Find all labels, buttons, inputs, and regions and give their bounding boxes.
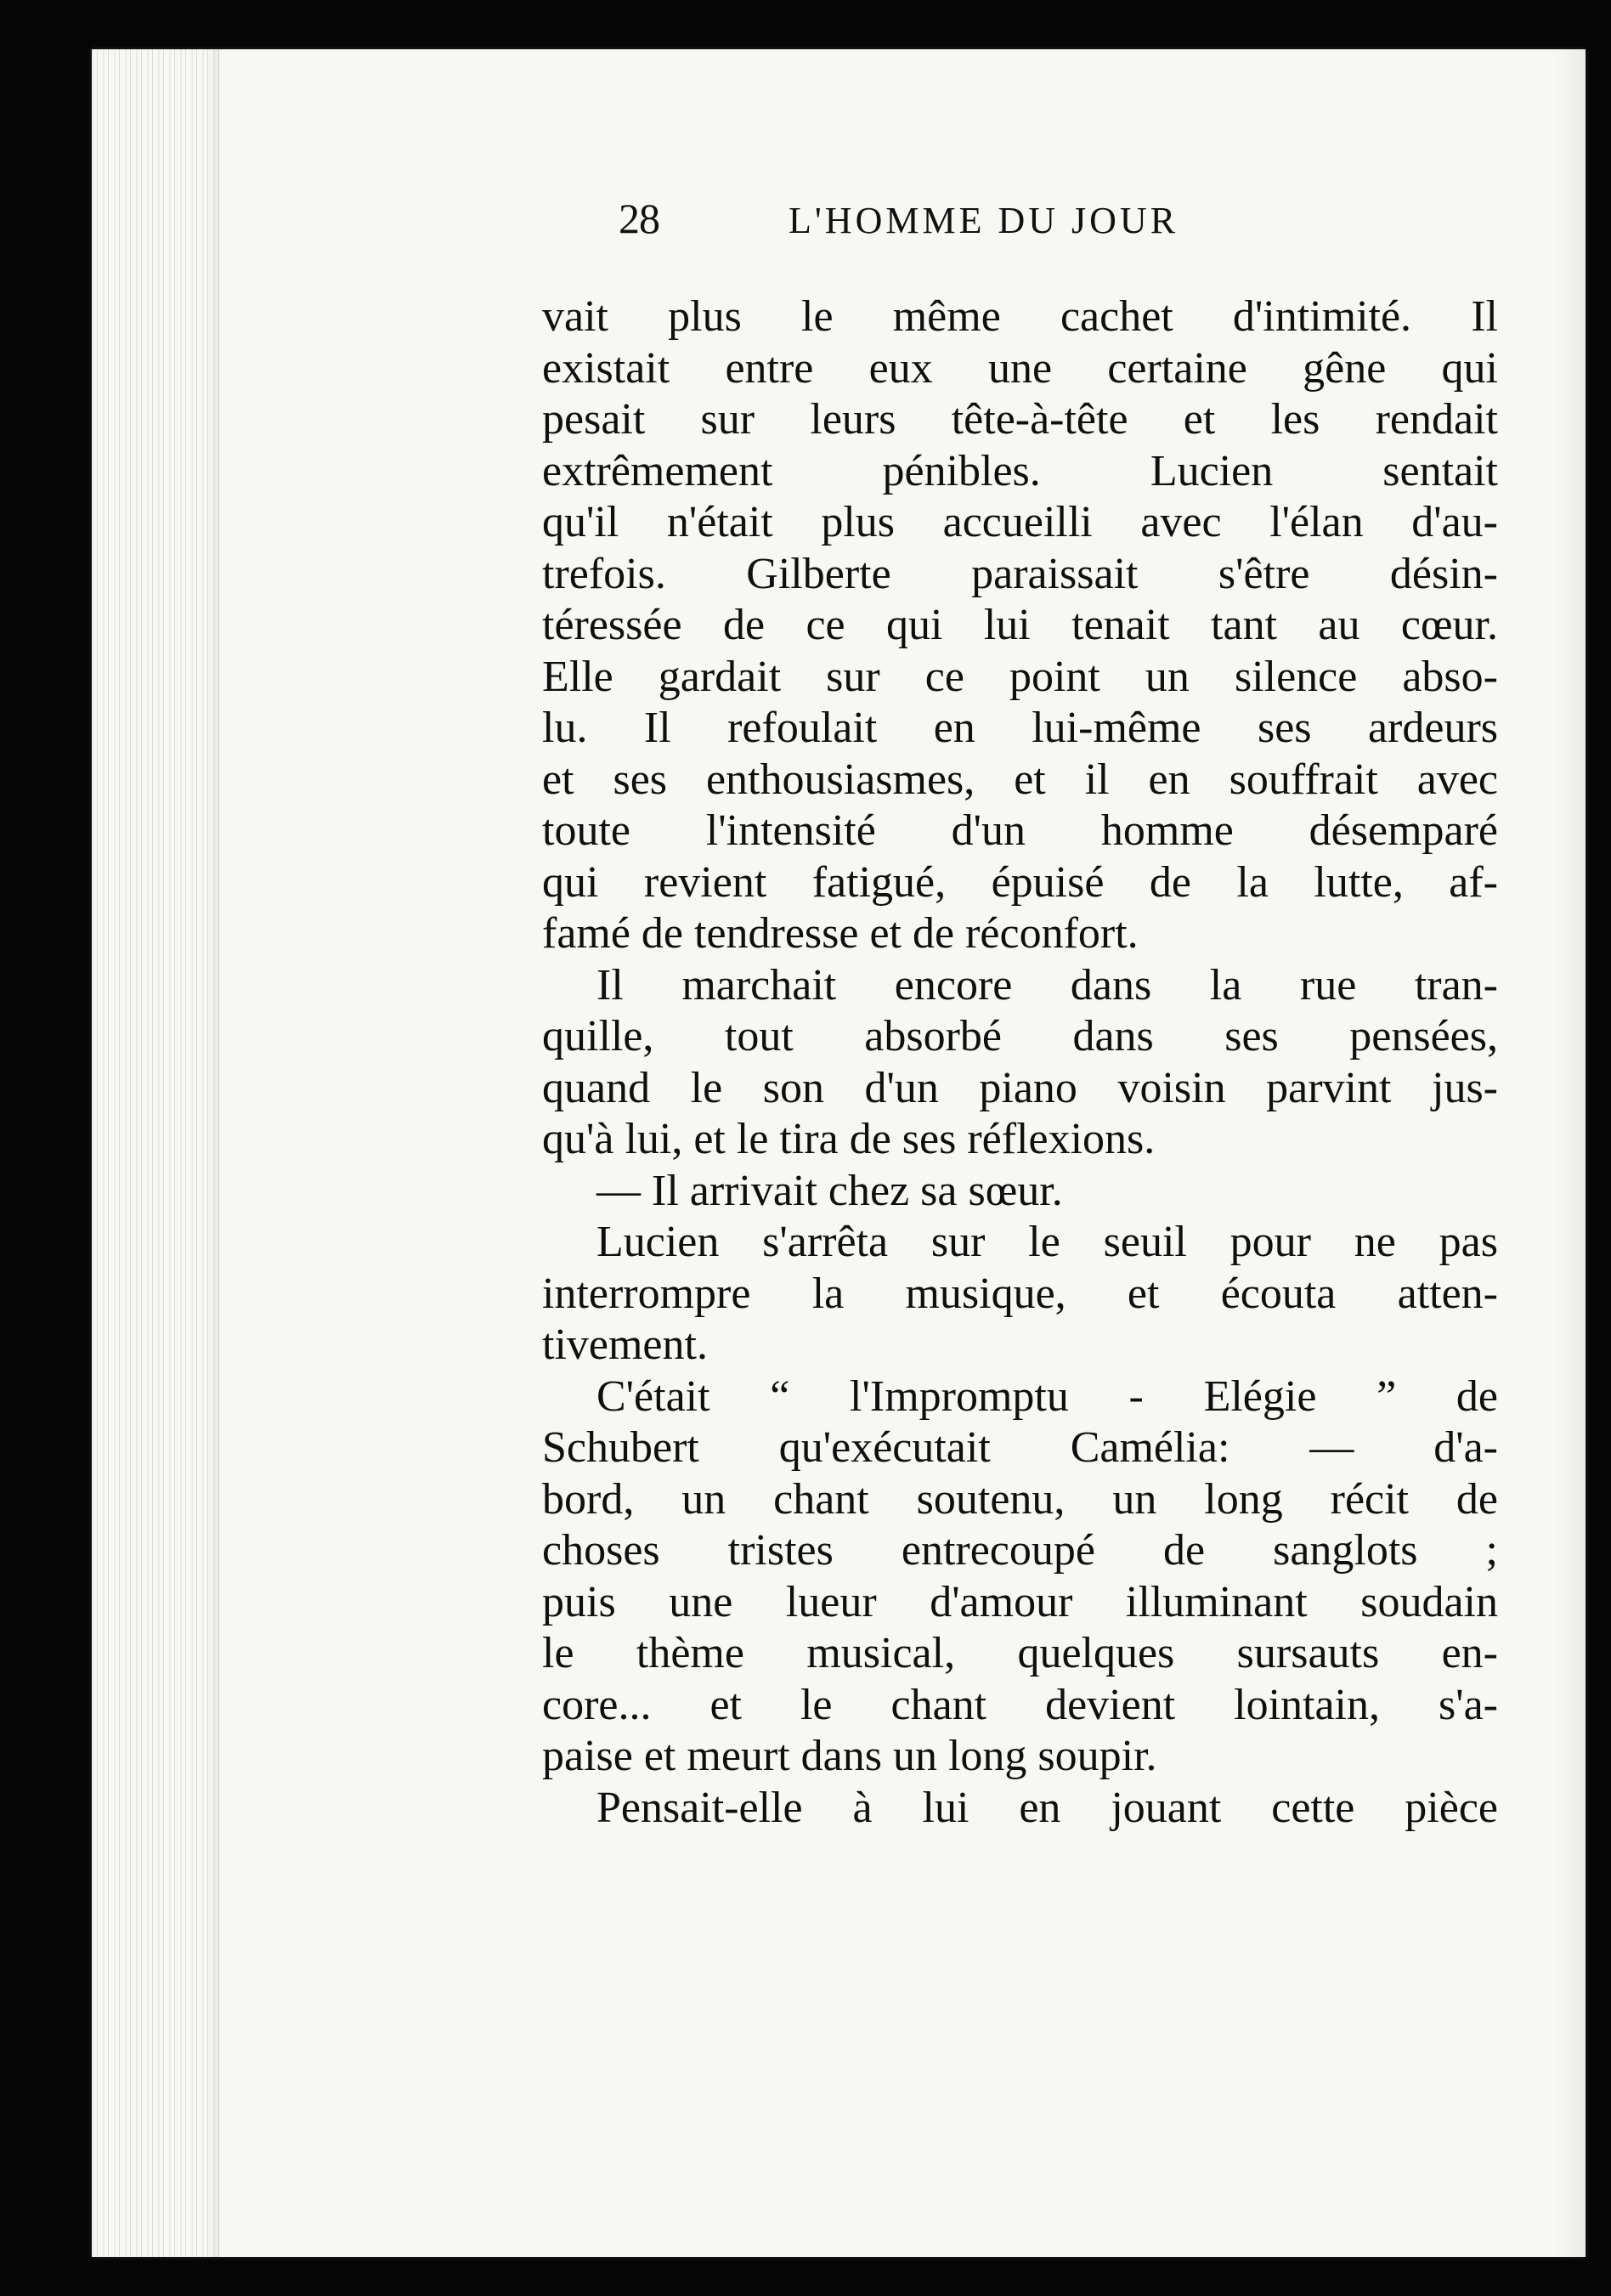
text-line: core... et le chant devient lointain, s'a- bbox=[542, 1680, 1498, 1729]
text-line: pesait sur leurs tête-à-tête et les rendait bbox=[542, 395, 1498, 444]
text-line: existait entre eux une certaine gêne qui bbox=[542, 343, 1498, 393]
text-line: — Il arrivait chez sa sœur. bbox=[596, 1166, 1063, 1215]
page-gutter bbox=[92, 49, 219, 2257]
text-line: C'était “ l'Impromptu - Elégie ” de bbox=[596, 1371, 1498, 1421]
running-header bbox=[534, 194, 1383, 262]
text-line: Il marchait encore dans la rue tran- bbox=[596, 960, 1498, 1009]
page-number: 28 bbox=[619, 195, 659, 242]
text-line: vait plus le même cachet d'intimité. Il bbox=[542, 292, 1498, 341]
text-line: interrompre la musique, et écouta atten- bbox=[542, 1269, 1498, 1318]
text-line: lu. Il refoulait en lui-même ses ardeurs bbox=[542, 704, 1498, 752]
text-line: toute l'intensité d'un homme désemparé bbox=[542, 806, 1498, 855]
text-line: Pensait-elle à lui en jouant cette pièce bbox=[596, 1783, 1498, 1832]
text-line: et ses enthousiasmes, et il en souffrait avec bbox=[542, 755, 1498, 804]
page-fore-edge bbox=[1555, 49, 1586, 2257]
book-page bbox=[92, 49, 1586, 2257]
text-line: Elle gardait sur ce point un silence abso- bbox=[542, 652, 1498, 701]
text-line: téressée de ce qui lui tenait tant au cœur. bbox=[542, 601, 1498, 649]
text-line: tivement. bbox=[542, 1320, 708, 1369]
text-line: Schubert qu'exécutait Camélia: — d'a- bbox=[542, 1423, 1498, 1472]
text-line: famé de tendresse et de réconfort. bbox=[542, 909, 1139, 958]
text-line: trefois. Gilberte paraissait s'être désin- bbox=[542, 549, 1498, 598]
text-line: extrêmement pénibles. Lucien sentait bbox=[542, 446, 1498, 495]
text-line: qu'à lui, et le tira de ses réflexions. bbox=[542, 1115, 1156, 1163]
text-line: quand le son d'un piano voisin parvint jus- bbox=[542, 1063, 1498, 1112]
text-line: puis une lueur d'amour illuminant soudain bbox=[542, 1577, 1498, 1626]
text-line: Lucien s'arrêta sur le seuil pour ne pas bbox=[596, 1218, 1498, 1266]
body-text bbox=[542, 291, 1498, 1834]
text-line: qu'il n'était plus accueilli avec l'élan d'au- bbox=[542, 498, 1498, 546]
text-line: bord, un chant soutenu, un long récit de bbox=[542, 1474, 1498, 1524]
text-line: choses tristes entrecoupé de sanglots ; bbox=[542, 1526, 1498, 1575]
text-line: paise et meurt dans un long soupir. bbox=[542, 1732, 1157, 1780]
text-line: quille, tout absorbé dans ses pensées, bbox=[542, 1012, 1498, 1060]
text-line: qui revient fatigué, épuisé de la lutte, af- bbox=[542, 857, 1498, 907]
text-line: le thème musical, quelques sursauts en- bbox=[542, 1629, 1498, 1677]
running-title: L'HOMME DU JOUR bbox=[789, 200, 1179, 241]
